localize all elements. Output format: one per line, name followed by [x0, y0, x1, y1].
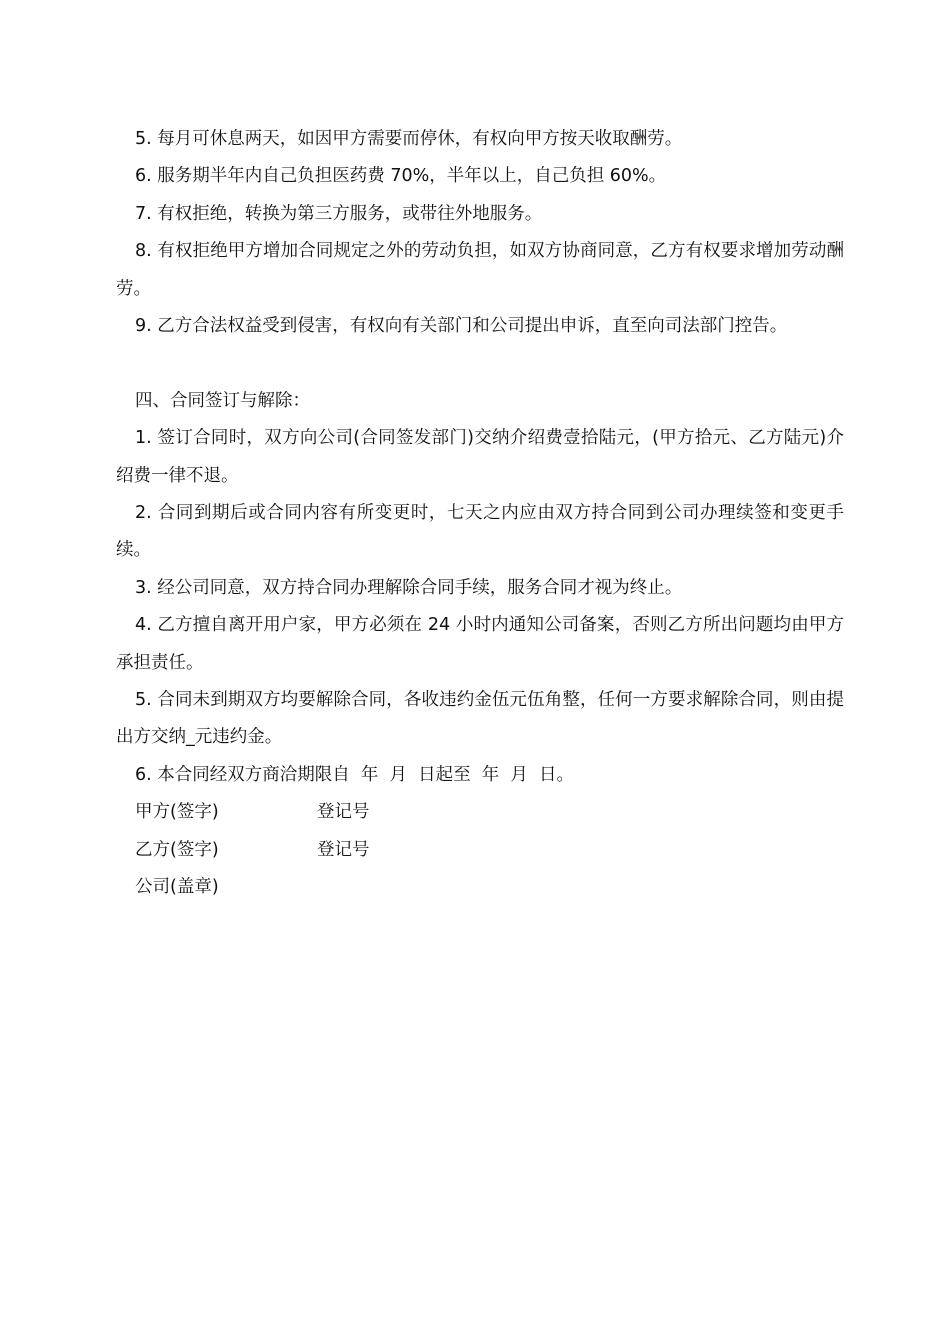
- party-a-signature-label: 甲方(签字): [135, 802, 219, 823]
- clause-6: 6. 本合同经双方商洽期限自 年 月 日起至 年 月 日。: [135, 764, 575, 785]
- clause-1: 1. 签订合同时，双方向公司(合同签发部门)交纳介绍费壹拾陆元，(甲方拾元、乙方陆元)介绍费一律不退。: [116, 428, 844, 486]
- section-spacer: [116, 345, 844, 382]
- company-seal-label: 公司(盖章): [135, 877, 219, 898]
- right-item-6: 6. 服务期半年内自己负担医药费 70%，半年以上，自己负担 60%。: [135, 166, 667, 187]
- clause-2: 2. 合同到期后或合同内容有所变更时，七天之内应由双方持合同到公司办理续签和变更手续。: [116, 503, 844, 561]
- right-item-5: 5. 每月可休息两天，如因甲方需要而停休，有权向甲方按天收取酬劳。: [135, 129, 683, 149]
- signature-row-party-a: [116, 794, 844, 831]
- clause-5: 5. 合同未到期双方均要解除合同，各收违约金伍元伍角整，任何一方要求解除合同，则由提出方交纳_元违约金。: [116, 690, 844, 748]
- party-a-registration-label: 登记号: [317, 802, 370, 823]
- right-item-7: 7. 有权拒绝，转换为第三方服务，或带往外地服务。: [135, 203, 543, 224]
- right-item-8: 8. 有权拒绝甲方增加合同规定之外的劳动负担，如双方协商同意，乙方有权要求增加劳动酬劳。: [116, 241, 844, 299]
- party-b-signature-label: 乙方(签字): [135, 839, 219, 860]
- party-b-registration-label: 登记号: [317, 839, 370, 860]
- signature-row-party-b: [116, 832, 844, 869]
- section-heading: 四、合同签订与解除：: [135, 390, 310, 411]
- signature-row-company: [116, 869, 844, 906]
- right-item-9: 9. 乙方合法权益受到侵害，有权向有关部门和公司提出申诉，直至向司法部门控告。: [135, 316, 788, 337]
- contract-body: [116, 121, 844, 906]
- clause-4: 4. 乙方擅自离开用户家，甲方必须在 24 小时内通知公司备案，否则乙方所出问题均由甲方承担责任。: [116, 615, 844, 673]
- clause-3: 3. 经公司同意，双方持合同办理解除合同手续，服务合同才视为终止。: [135, 577, 683, 598]
